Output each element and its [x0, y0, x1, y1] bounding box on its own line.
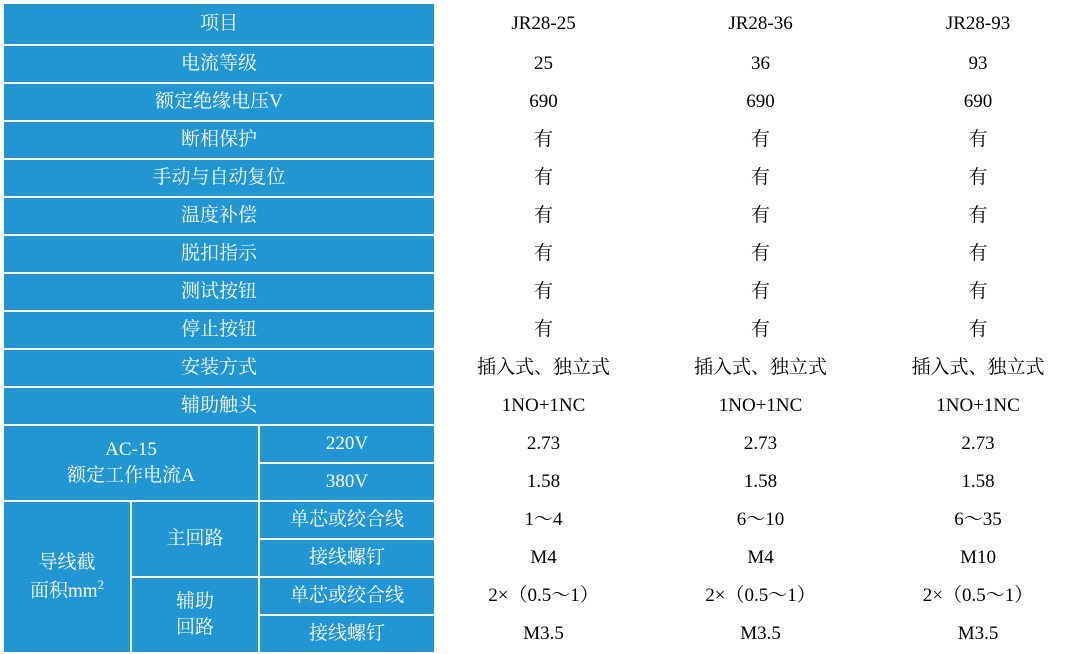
sub-label: 接线螺钉 — [259, 539, 435, 577]
row-label: 安装方式 — [3, 349, 435, 387]
wire-label-sup: 2 — [97, 576, 105, 592]
row-label: 温度补偿 — [3, 197, 435, 235]
table-row — [3, 311, 1087, 349]
sub-label: 单芯或绞合线 — [259, 501, 435, 539]
row-value: M3.5 — [869, 615, 1087, 653]
table-row — [3, 45, 1087, 83]
row-value: 6～35 — [869, 501, 1087, 539]
row-label: 断相保护 — [3, 121, 435, 159]
header-model-1: JR28-25 — [435, 3, 652, 45]
row-value: 1～4 — [435, 501, 652, 539]
ac15-label — [3, 425, 259, 501]
row-value: 1NO+1NC — [869, 387, 1087, 425]
table-row — [3, 121, 1087, 159]
row-value: M4 — [652, 539, 869, 577]
row-value: 有 — [869, 197, 1087, 235]
row-label: 电流等级 — [3, 45, 435, 83]
row-value: 2×（0.5～1） — [435, 577, 652, 615]
row-value: 690 — [435, 83, 652, 121]
aux-label-line2: 回路 — [175, 617, 214, 638]
row-value: 6～10 — [652, 501, 869, 539]
row-value: 有 — [869, 159, 1087, 197]
wire-main-single-core-row — [3, 501, 1087, 539]
row-value: 93 — [869, 45, 1087, 83]
row-value: 有 — [435, 159, 652, 197]
table-header-row — [3, 3, 1087, 45]
row-value: 有 — [435, 311, 652, 349]
row-value: 690 — [869, 83, 1087, 121]
sub-label: 接线螺钉 — [259, 615, 435, 653]
header-model-3: JR28-93 — [869, 3, 1087, 45]
row-value: 有 — [652, 159, 869, 197]
row-value: 有 — [435, 197, 652, 235]
row-value: 36 — [652, 45, 869, 83]
table-row — [3, 273, 1087, 311]
row-value: M3.5 — [652, 615, 869, 653]
row-value: 插入式、独立式 — [869, 349, 1087, 387]
row-label: 辅助触头 — [3, 387, 435, 425]
row-value: 有 — [435, 273, 652, 311]
row-value: 有 — [652, 197, 869, 235]
row-value: 1NO+1NC — [435, 387, 652, 425]
ac15-label-line2: 额定工作电流A — [67, 465, 195, 486]
ac15-row-220v — [3, 425, 1087, 463]
row-value: M4 — [435, 539, 652, 577]
row-value: 有 — [435, 235, 652, 273]
row-label: 脱扣指示 — [3, 235, 435, 273]
row-value: 2.73 — [652, 425, 869, 463]
row-value: 2.73 — [435, 425, 652, 463]
row-value: 插入式、独立式 — [652, 349, 869, 387]
row-label: 额定绝缘电压V — [3, 83, 435, 121]
row-value: 1.58 — [869, 463, 1087, 501]
row-value: 有 — [435, 121, 652, 159]
wire-label-line2: 面积$mm^2$ — [29, 576, 105, 602]
header-item-label: 项目 — [3, 3, 435, 45]
row-label: 测试按钮 — [3, 273, 435, 311]
table-row — [3, 159, 1087, 197]
row-value: 有 — [652, 273, 869, 311]
row-value: 有 — [652, 121, 869, 159]
ac15-label-line1: AC-15 — [105, 439, 157, 461]
table-row — [3, 349, 1087, 387]
row-value: 有 — [869, 311, 1087, 349]
row-value: 1.58 — [652, 463, 869, 501]
row-value: 2×（0.5～1） — [869, 577, 1087, 615]
row-value: 有 — [652, 311, 869, 349]
row-value: 有 — [652, 235, 869, 273]
row-value: 1NO+1NC — [652, 387, 869, 425]
table-row — [3, 387, 1087, 425]
ac15-sub-label: 220V — [259, 425, 435, 463]
row-value: M3.5 — [435, 615, 652, 653]
row-value: 2.73 — [869, 425, 1087, 463]
wire-aux-single-core-row — [3, 577, 1087, 615]
aux-label-line1: 辅助 — [175, 591, 214, 613]
row-value: 有 — [869, 121, 1087, 159]
row-value: 插入式、独立式 — [435, 349, 652, 387]
sub-label: 单芯或绞合线 — [259, 577, 435, 615]
wire-section-label — [3, 501, 131, 653]
row-value: 1.58 — [435, 463, 652, 501]
row-value: 25 — [435, 45, 652, 83]
row-value: 有 — [869, 235, 1087, 273]
row-value: M10 — [869, 539, 1087, 577]
specification-table — [2, 2, 1088, 654]
table-row — [3, 197, 1087, 235]
row-label: 停止按钮 — [3, 311, 435, 349]
table-row — [3, 235, 1087, 273]
row-value: 690 — [652, 83, 869, 121]
header-model-2: JR28-36 — [652, 3, 869, 45]
row-label: 手动与自动复位 — [3, 159, 435, 197]
table-row — [3, 83, 1087, 121]
wire-label-line1: 导线截 — [38, 552, 96, 574]
row-value: 2×（0.5～1） — [652, 577, 869, 615]
ac15-sub-label: 380V — [259, 463, 435, 501]
row-value: 有 — [869, 273, 1087, 311]
main-circuit-label: 主回路 — [131, 501, 259, 577]
aux-circuit-label — [131, 577, 259, 653]
